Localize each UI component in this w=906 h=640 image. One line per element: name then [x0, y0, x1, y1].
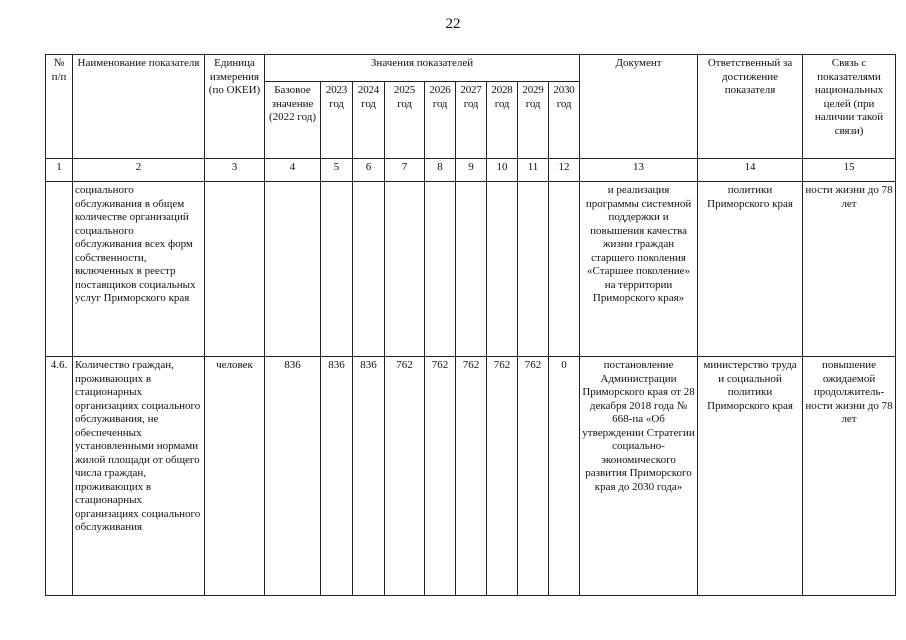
column-numbers-row [46, 159, 896, 182]
responsible: политики Приморского края [698, 182, 803, 357]
column-number: 6 [353, 159, 385, 182]
header-base-value: Базовое значение (2022 год) [265, 82, 321, 159]
column-number: 13 [580, 159, 698, 182]
base-value [265, 182, 321, 357]
column-number: 1 [46, 159, 73, 182]
year-value [353, 182, 385, 357]
header-year: 2027 год [456, 82, 487, 159]
column-number: 2 [73, 159, 205, 182]
table-row [46, 357, 896, 596]
header-num: № п/п [46, 55, 73, 159]
column-number: 3 [205, 159, 265, 182]
document: постановление Администрации Приморского края от 28 декабря 2018 года № 668-па «Об утверждении Стратегии социально-экономического развития Приморского края до 2030 года» [580, 357, 698, 596]
unit [205, 182, 265, 357]
indicator-name: Количество граждан, проживающих в стационарных организациях социального обслуживания, не обеспеченных установленными нормами жилой площади от общего числа граждан, проживающих в стационарных организациях социального обслуживания [73, 357, 205, 596]
year-value [425, 182, 456, 357]
header-year: 2024 год [353, 82, 385, 159]
year-value: 762 [385, 357, 425, 596]
year-value [321, 182, 353, 357]
header-year: 2026 год [425, 82, 456, 159]
page-number: 22 [445, 16, 461, 32]
year-value: 0 [549, 357, 580, 596]
header-year: 2025 год [385, 82, 425, 159]
header-values-group: Значения показателей [265, 55, 580, 82]
header-year: 2029 год [518, 82, 549, 159]
indicator-name: социального обслуживания в общем количестве организаций социального обслуживания всех форм собственности, включенных в реестр поставщиков социальных услуг Приморского края [73, 182, 205, 357]
header-responsible: Ответственный за достижение показателя [698, 55, 803, 159]
national-goals-link: повышение ожидаемой продолжитель-ности жизни до 78 лет [803, 357, 896, 596]
header-national-goals-link: Связь с показателями национальных целей (при наличии такой связи) [803, 55, 896, 159]
year-value: 836 [321, 357, 353, 596]
column-number: 12 [549, 159, 580, 182]
year-value [549, 182, 580, 357]
column-number: 14 [698, 159, 803, 182]
year-value: 836 [353, 357, 385, 596]
year-value: 762 [456, 357, 487, 596]
column-number: 7 [385, 159, 425, 182]
column-number: 8 [425, 159, 456, 182]
column-number: 15 [803, 159, 896, 182]
year-value: 762 [425, 357, 456, 596]
responsible: министерство труда и социальной политики Приморского края [698, 357, 803, 596]
year-value: 762 [487, 357, 518, 596]
year-value: 762 [518, 357, 549, 596]
year-value [518, 182, 549, 357]
column-number: 11 [518, 159, 549, 182]
national-goals-link: ности жизни до 78 лет [803, 182, 896, 357]
header-unit: Единица измерения (по ОКЕИ) [205, 55, 265, 159]
column-number: 5 [321, 159, 353, 182]
header-year: 2028 год [487, 82, 518, 159]
year-value [456, 182, 487, 357]
year-value [385, 182, 425, 357]
column-number: 4 [265, 159, 321, 182]
header-name: Наименование показателя [73, 55, 205, 159]
document: и реализация программы системной поддержки и повышения качества жизни граждан старшего поколения «Старшее поколение» на территории Приморского края» [580, 182, 698, 357]
header-row [46, 55, 896, 82]
base-value: 836 [265, 357, 321, 596]
header-year: 2030 год [549, 82, 580, 159]
year-value [487, 182, 518, 357]
row-number: 4.6. [46, 357, 73, 596]
table-row [46, 182, 896, 357]
indicators-table [45, 54, 896, 596]
header-document: Документ [580, 55, 698, 159]
row-number [46, 182, 73, 357]
column-number: 10 [487, 159, 518, 182]
unit: человек [205, 357, 265, 596]
column-number: 9 [456, 159, 487, 182]
header-year: 2023 год [321, 82, 353, 159]
